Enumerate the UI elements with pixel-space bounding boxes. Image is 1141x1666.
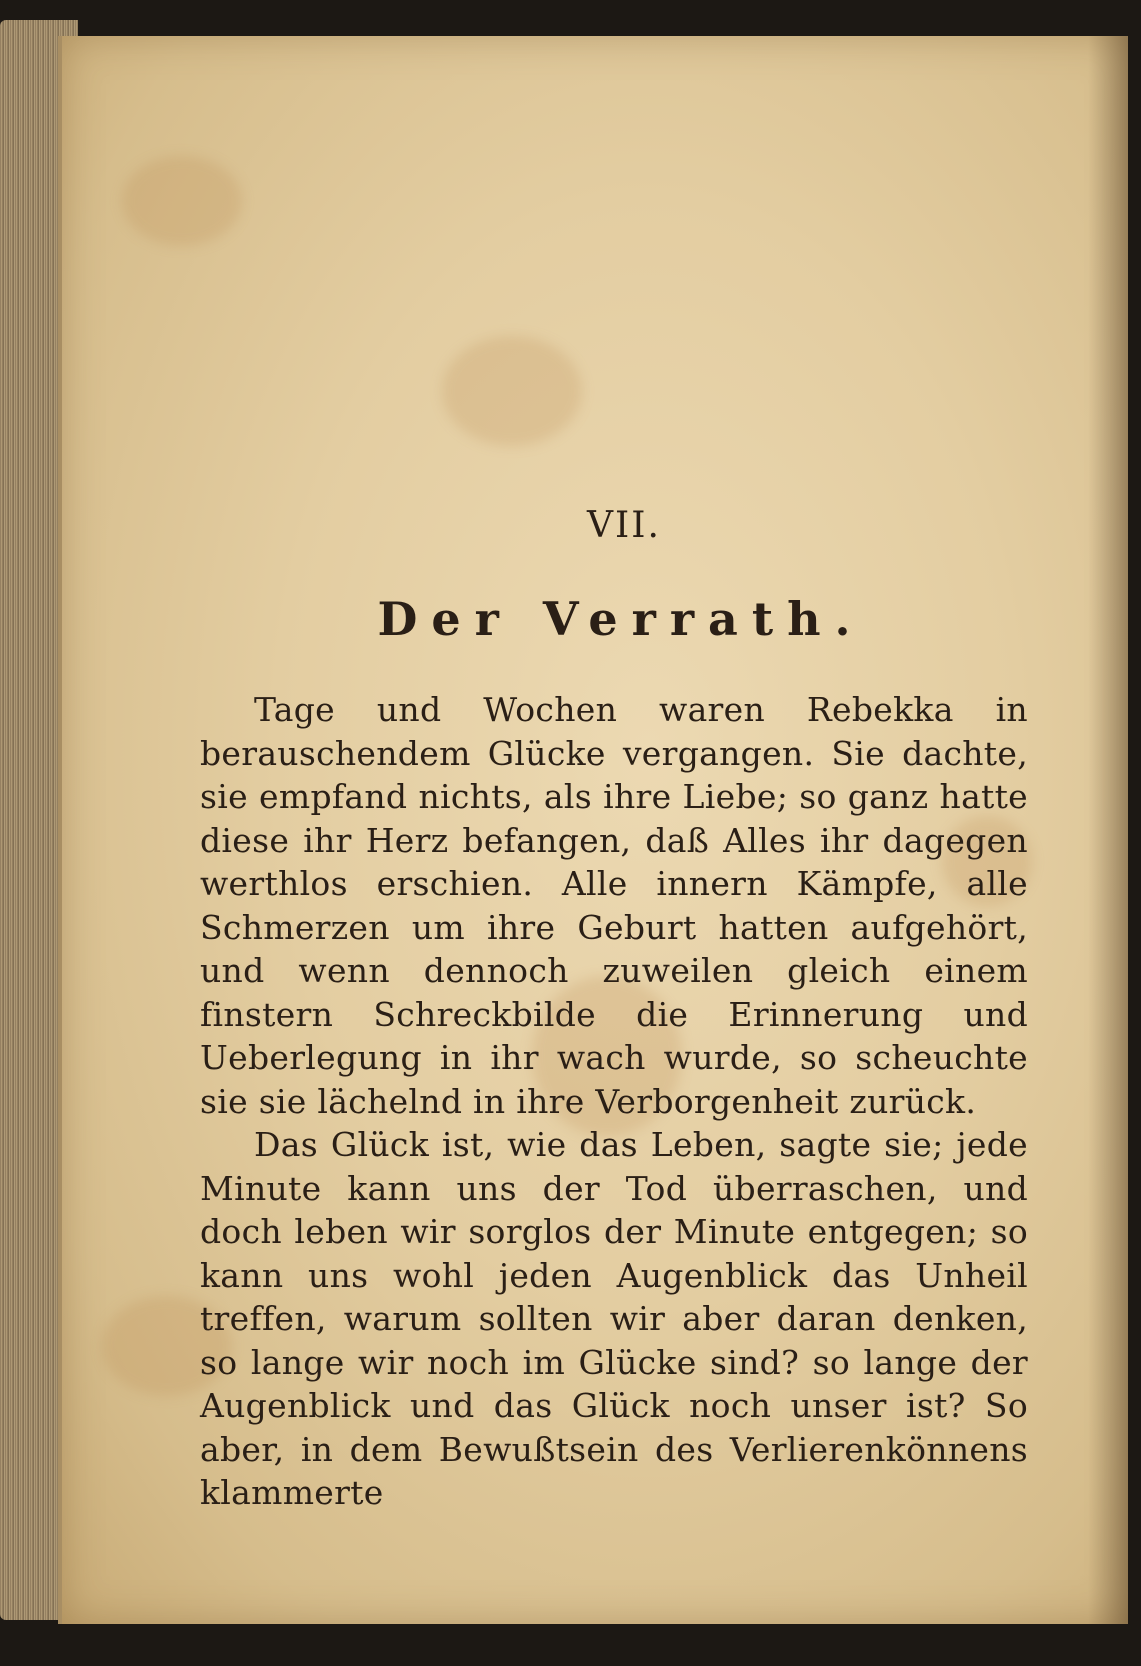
body-paragraph-2: Das Glück ist, wie das Leben, sagte sie; jede Minute kann uns der Tod überraschen, und doch leben wir sorglos der Minute entgegen; so kann uns wohl jeden Augenblick das Unheil treffen, warum sollten wir aber daran denken, so lange wir noch im Glücke sind? so lange der Augenblick und das Glück noch unser ist? So aber, in dem Bewußtsein des Verlierenkönnens klammerte: [200, 1125, 1028, 1512]
chapter-number: VII.: [587, 505, 661, 546]
paper-stain: [122, 156, 242, 246]
chapter-title: Der Verrath.: [377, 592, 865, 646]
body-paragraph-1: Tage und Wochen waren Rebekka in berauschendem Glücke vergangen. Sie dachte, sie empfand nichts, als ihre Liebe; so ganz hatte diese ihr Herz befangen, daß Alles ihr dagegen werthlos erschien. Alle innern Kämpfe, alle Schmerzen um ihre Geburt hatten aufgehört, und wenn dennoch zuweilen gleich einem finstern Schreckbilde die Erinnerung und Ueberlegung in ihr wach wurde, so scheuchte sie sie lächelnd in ihre Verborgenheit zurück.: [200, 690, 1028, 1121]
page-content: [200, 505, 1028, 1515]
paper-stain: [442, 336, 582, 446]
